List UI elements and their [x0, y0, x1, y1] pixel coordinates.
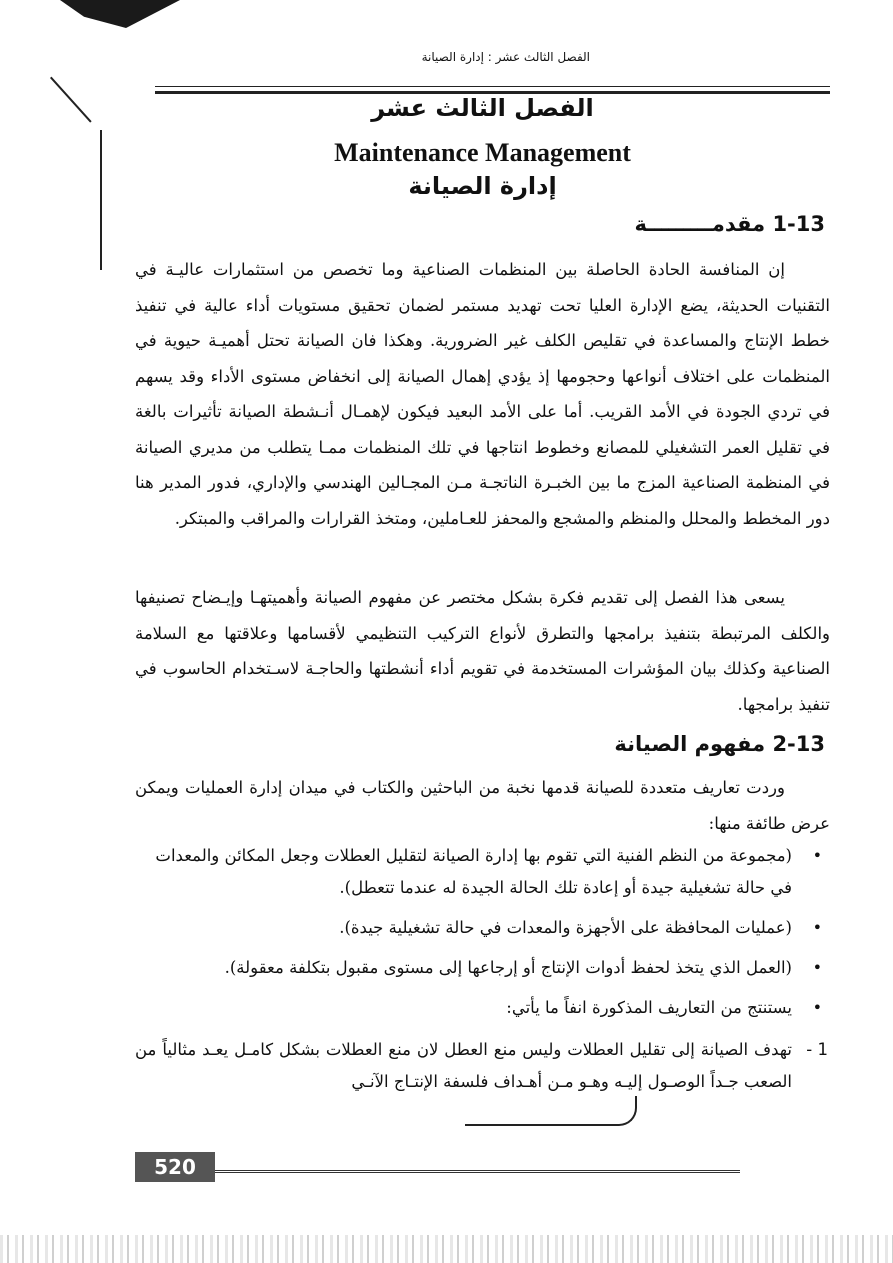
- definitions-list: [135, 840, 830, 1032]
- list-item: [135, 912, 830, 944]
- list-item: [135, 952, 830, 984]
- section-heading-introduction: 1-13 مقدمـــــــــة: [634, 212, 825, 236]
- title-english: Maintenance Management: [334, 138, 631, 167]
- footer-rule: [145, 1170, 740, 1173]
- introduction-paragraph-2: يسعى هذا الفصل إلى تقديم فكرة بشكل مختصر عن مفهوم الصيانة وأهميتهـا وإيـضاح تصنيفها والكلف المرتبطة بتنفيذ برامجها والتطرق لأنواع التركيب التنظيمي لأقسامها وعلاقتها مع السلامة الصناعية وكذلك بيان المؤشرات المستخدمة في تقويم أداء أنشطتها والحاجـة لاسـتخدام الحاسوب في تنفيذ برامجها.: [135, 588, 830, 714]
- introduction-paragraph-1: إن المنافسة الحادة الحاصلة بين المنظمات الصناعية وما تخصص من استثمارات عاليـة في التقنيات الحديثة، يضع الإدارة العليا تحت تهديد مستمر لضمان تحقيق مستويات أداء عالية في تنفيذ خطط الإنتاج والمساعدة في تقليص الكلف غير الضرورية. وهكذا فان الصيانة تحتل أهميـة حيوية في المنظمات على اختلاف أنواعها وحجومها إذ يؤدي إهمال الصيانة إلى انخفاض مستوى الأداء وقد يسهم في تردي الجودة في الأمد القريب. أما على الأمد البعيد فيكون لإهمـال أنـشطة الصيانة تأثيرات بالغة في تقليل العمر التشغيلي للمصانع وخطوط انتاجها في تلك المنظمات ممـا يتطلب من مديري الصيانة في المنظمة الصناعية المزج ما بين الخبـرة الناتجـة مـن المجـالين الهندسي والإداري، فدور المدير هنا دور المخطط والمحلل والمنظم والمشجع والمحفز للعـاملين، ومتخذ القرارات والمراقب والمبتكر.: [135, 260, 830, 528]
- handwritten-underline-mark: [465, 1096, 637, 1126]
- scan-corner-shadow: [60, 0, 180, 28]
- scan-bottom-noise: [0, 1235, 893, 1263]
- scan-edge-line: [50, 77, 92, 123]
- definition-text: (عمليات المحافظة على الأجهزة والمعدات في حالة تشغيلية جيدة).: [339, 918, 792, 937]
- bullet-icon: •: [812, 846, 822, 865]
- numbered-item-1: [135, 1034, 830, 1098]
- document-page: [135, 40, 830, 1220]
- bullet-icon: •: [812, 918, 822, 937]
- scan-edge-line: [100, 130, 102, 270]
- definition-text: (مجموعة من النظم الفنية التي تقوم بها إدارة الصيانة لتقليل العطلات وجعل المكائن والمعدات في حالة تشغيلية جيدة أو إعادة تلك الحالة الجيدة له عندما تتعطل).: [155, 846, 792, 897]
- numbered-item-text: تهدف الصيانة إلى تقليل العطلات وليس منع العطل لان منع العطلات بشكل كامـل يعـد مثالياً من الصعب جـداً الوصـول إليـه وهـو مـن أهـداف فلسفة الإنتـاج الآنـي: [135, 1040, 792, 1091]
- item-number: 1 -: [806, 1040, 828, 1059]
- bullet-icon: •: [812, 998, 822, 1017]
- conclusion-lead-text: يستنتج من التعاريف المذكورة انفاً ما يأتي:: [506, 998, 792, 1017]
- chapter-title: الفصل الثالث عشر: [371, 94, 594, 122]
- running-head: الفصل الثالث عشر : إدارة الصيانة: [421, 50, 590, 64]
- concept-intro-paragraph: وردت تعاريف متعددة للصيانة قدمها نخبة من الباحثين والكتاب في ميدان إدارة العمليات ويمكن عرض طائفة منها:: [135, 778, 830, 833]
- list-item: [135, 992, 830, 1024]
- section-heading-maintenance-concept: 2-13 مفهوم الصيانة: [614, 732, 825, 756]
- list-item: [135, 840, 830, 904]
- page-number: 520: [135, 1152, 215, 1182]
- header-rule: [155, 86, 830, 87]
- definition-text: (العمل الذي يتخذ لحفظ أدوات الإنتاج أو إرجاعها إلى مستوى مقبول بتكلفة معقولة).: [224, 958, 792, 977]
- bullet-icon: •: [812, 958, 822, 977]
- title-arabic: إدارة الصيانة: [408, 172, 557, 200]
